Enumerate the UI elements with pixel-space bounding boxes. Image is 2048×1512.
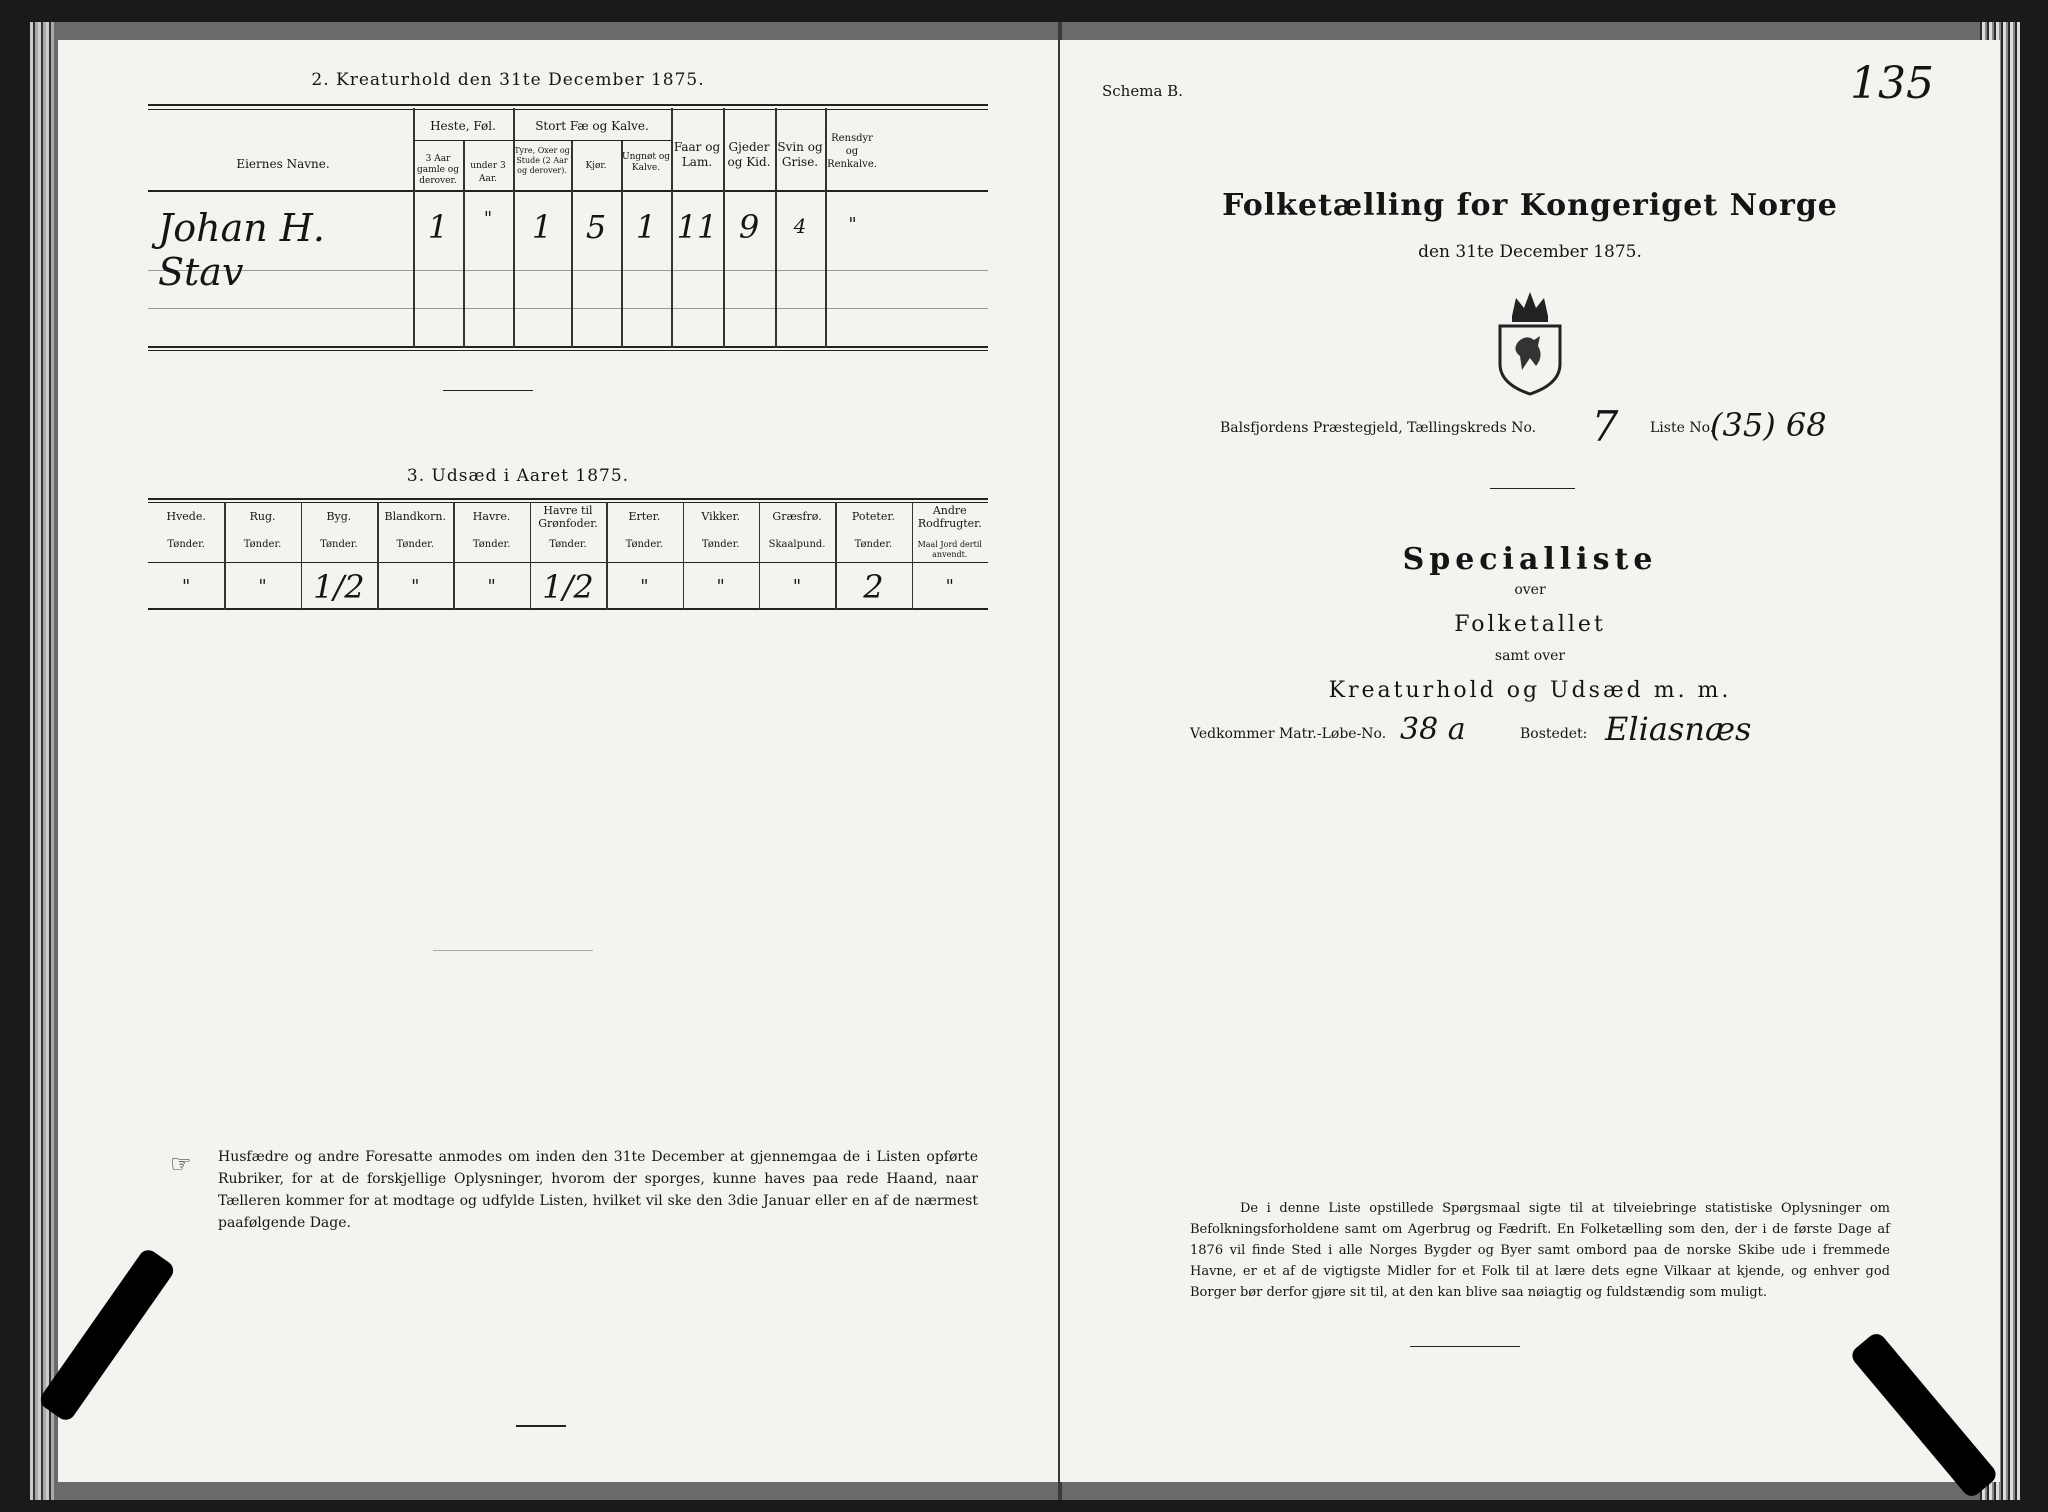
cell-cattle-young: 1 — [635, 208, 657, 246]
seed-header: Andre Rodfrugter. — [917, 504, 982, 530]
cell-cattle-cows: 5 — [585, 208, 607, 246]
page-number: 135 — [1850, 58, 1934, 109]
open-book — [30, 22, 2020, 1500]
bosted-value: Eliasnæs — [1605, 710, 1752, 748]
seed-unit: Tønder. — [854, 539, 893, 550]
seed-value: " — [792, 576, 802, 597]
sheep-header: Faar og Lam. — [673, 140, 721, 169]
divider-short — [1410, 1346, 1520, 1347]
cell-reindeer: " — [848, 214, 857, 235]
seed-value: " — [945, 576, 954, 597]
cell-cattle-bulls: 1 — [531, 208, 553, 246]
faint-rule — [516, 1425, 566, 1427]
horses-under3-header: under 3 Aar. — [470, 161, 506, 184]
faint-rule — [433, 950, 593, 951]
schema-label: Schema B. — [1102, 82, 1183, 100]
horses-header: Heste, Føl. — [430, 119, 496, 133]
over-text: over — [1514, 582, 1546, 598]
cattle-header: Stort Fæ og Kalve. — [535, 119, 649, 133]
table-rule — [148, 350, 988, 351]
seed-value: " — [411, 576, 420, 597]
bosted-label: Bostedet: — [1520, 726, 1588, 742]
seed-value: 2 — [863, 568, 884, 606]
list-label: Liste No. — [1650, 420, 1715, 436]
district-number: 7 — [1591, 402, 1619, 451]
horses-3plus-header: 3 Aar gamle og derover. — [417, 154, 459, 186]
seed-value: " — [487, 576, 496, 597]
seed-unit: Tønder. — [701, 539, 740, 550]
cell-horses-under3: " — [483, 208, 493, 229]
table-rule — [148, 346, 988, 348]
seed-header: Rug. — [249, 510, 276, 523]
cattle-young-header: Ungnøt og Kalve. — [622, 152, 671, 173]
reindeer-header: Rensdyr og Renkalve. — [827, 133, 877, 170]
seed-unit: Tønder. — [549, 539, 587, 550]
cattle-cows-header: Kjør. — [585, 161, 607, 171]
table-rule — [148, 104, 988, 106]
table-rule — [148, 308, 988, 309]
right-page — [1060, 40, 2000, 1482]
coat-of-arms-icon — [1490, 286, 1570, 396]
seed-unit: Tønder. — [320, 539, 358, 550]
seed-header: Poteter. — [851, 510, 895, 523]
seed-value: " — [182, 576, 191, 597]
cell-horses-3plus: 1 — [427, 208, 449, 246]
table-rule — [148, 608, 988, 610]
special-title: Specialliste — [1402, 542, 1658, 577]
main-title: Folketælling for Kongeriget Norge — [1222, 188, 1838, 223]
seed-header: Blandkorn. — [384, 510, 446, 523]
owner-header: Eiernes Navne. — [236, 157, 330, 171]
section3-title: 3. Udsæd i Aaret 1875. — [406, 466, 630, 486]
left-page-edges — [30, 22, 54, 1500]
kreaturhold-heading: Kreaturhold og Udsæd m. m. — [1328, 678, 1732, 703]
table-rule — [148, 498, 988, 500]
cell-sheep: 11 — [676, 208, 718, 246]
list-number: (35) 68 — [1710, 406, 1827, 444]
goats-header: Gjeder og Kid. — [727, 140, 771, 169]
seed-value: " — [716, 576, 725, 597]
divider-short — [1490, 488, 1575, 489]
seed-value: 1/2 — [313, 568, 365, 606]
seed-unit: Tønder. — [243, 539, 282, 550]
pointing-hand-icon: ☞ — [170, 1150, 192, 1178]
section2-title: 2. Kreaturhold den 31te December 1875. — [311, 70, 705, 90]
seed-header: Vikker. — [701, 510, 741, 523]
samt-over-text: samt over — [1494, 648, 1566, 664]
table-rule — [148, 562, 988, 563]
matr-number: 38 a — [1400, 712, 1466, 747]
seed-header: Havre til Grønfoder. — [538, 504, 598, 530]
footer-text: De i denne Liste opstillede Spørgsmaal sigte til at tilveiebringe statistiske Oplysninger om Befolkningsforholdene samt om Agerbrug og Fædrift. En Folketælling som den, der i de første Dage af 1876 vil finde Sted i alle Norges Bygder og Byer samt ombord paa de norske Skibe ude i fremmede Havne, er et af de vigtigste Midler for et Folk til at lære dets egne Vilkaar at kjende, og enhver god Borger bør derfor gjøre sit til, at den kan blive saa nøiagtig og fuldstændig som muligt. — [1190, 1201, 1890, 1300]
header-subrule — [413, 140, 671, 141]
seed-header: Havre. — [472, 510, 511, 523]
table-rule — [148, 190, 988, 192]
seed-value: " — [258, 576, 267, 597]
notice-text: Husfædre og andre Foresatte anmodes om inden den 31te December at gjennemgaa de i Listen opførte Rubriker, for at de forskjellige Oplysninger, hvorom der sporges, kunne haves paa rede Haand, naar Tælleren kommer for at modtage og udfylde Listen, hvilket vil ske den 3die Januar eller en af de nærmest paafølgende Dage. — [218, 1149, 978, 1231]
seed-unit: Tønder. — [167, 539, 205, 550]
seed-value: " — [640, 576, 649, 597]
cell-pigs: 4 — [793, 214, 807, 238]
left-page — [58, 40, 1058, 1482]
seed-header: Byg. — [326, 510, 352, 523]
pigs-header: Svin og Grise. — [777, 140, 823, 169]
seed-unit: Tønder. — [396, 539, 435, 550]
district-label: Balsfjordens Præstegjeld, Tællingskreds No. — [1220, 420, 1537, 436]
owner-name: Johan H. Stav — [158, 206, 326, 294]
seed-value: 1/2 — [542, 568, 594, 606]
folketallet: Folketallet — [1454, 612, 1606, 637]
table-rule — [148, 109, 988, 110]
seed-unit: Tønder. — [625, 539, 664, 550]
seed-unit: Skaalpund. — [768, 539, 826, 550]
cattle-bulls-header: Tyre, Oxer og Stude (2 Aar og derover). — [514, 146, 570, 175]
divider-short — [443, 390, 533, 391]
seed-header: Erter. — [628, 510, 661, 523]
seed-unit: Tønder. — [472, 539, 511, 550]
seed-unit: Maal Jord dertil anvendt. — [917, 540, 982, 559]
seed-header: Hvede. — [166, 510, 206, 523]
seed-header: Græsfrø. — [772, 510, 822, 523]
matr-label: Vedkommer Matr.-Løbe-No. — [1190, 726, 1387, 742]
table-rule — [148, 502, 988, 503]
date-line: den 31te December 1875. — [1418, 242, 1642, 262]
cell-goats: 9 — [738, 208, 760, 246]
